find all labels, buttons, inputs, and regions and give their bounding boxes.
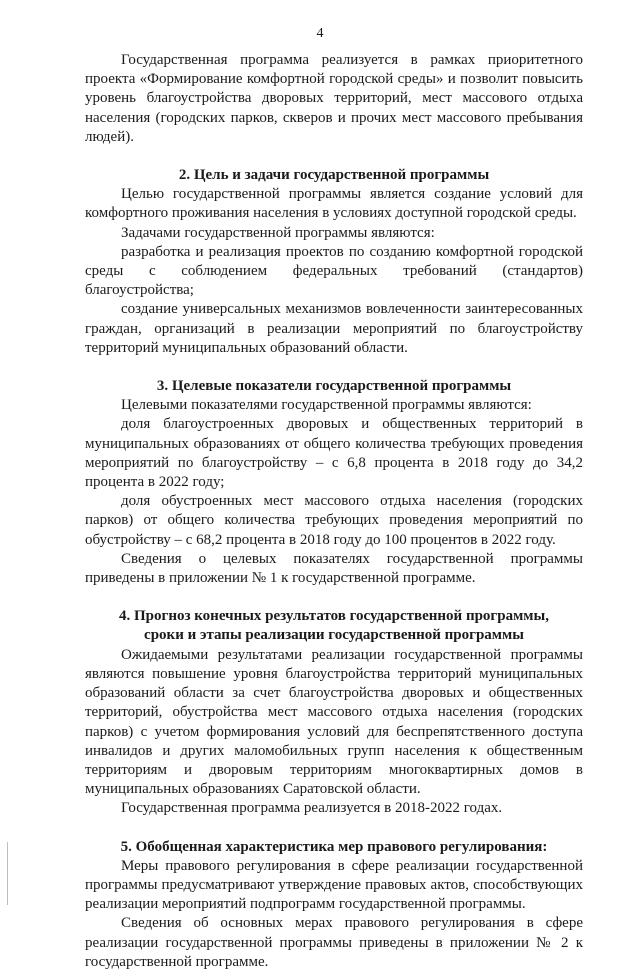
section-2-task-1: разработка и реализация проектов по созданию комфортной городской среды с соблюдением федеральных требований (стандартов) благоустройства;: [85, 243, 583, 299]
section-4-paragraph-2: Государственная программа реализуется в 2018-2022 годах.: [121, 800, 503, 817]
section-2-heading: 2. Цель и задачи государственной программы: [178, 167, 490, 184]
intro-paragraph: Государственная программа реализуется в рамках приоритетного проекта «Формирование комфортной городской среды» и позволит повысить уровень благоустройства дворовых территорий, мест массового отдыха населения (городских парков, скверов и прочих мест массового пребывания людей).: [85, 52, 583, 145]
document-body: [85, 51, 583, 972]
section-2-task-2: создание универсальных механизмов вовлеченности заинтересованных граждан, организаций в реализации мероприятий по благоустройству территорий муниципальных образований области.: [85, 301, 583, 356]
section-4-paragraph-1: Ожидаемыми результатами реализации государственной программы являются повышение уровня благоустройства территорий муниципальных образований области за счет благоустройства дворовых и общественных территорий, обустройства мест массового отдыха населения (городских парков) с учетом формирования условий для беспрепятственного доступа инвалидов и других маломобильных групп населения к общественным территориям и дворовым территориям многоквартирных домов в муниципальных образованиях Саратовской области.: [85, 646, 583, 798]
section-3-item-2: доля обустроенных мест массового отдыха населения (городских парков) от общего количества требующих проведения мероприятий по обустройству – с 68,2 процента в 2018 году до 100 процентов в 2022 году.: [85, 493, 583, 548]
section-3-lead: Целевыми показателями государственной программы являются:: [121, 397, 532, 414]
scan-margin-line: [7, 842, 8, 905]
section-3-heading: 3. Целевые показатели государственной программы: [156, 378, 512, 395]
section-2-goal: Целью государственной программы является создание условий для комфортного проживания населения в условиях доступной городской среды.: [85, 186, 583, 222]
section-4-heading-line-1: 4. Прогноз конечных результатов государственной программы,: [119, 608, 549, 625]
section-5-paragraph-2: Сведения об основных мерах правового регулирования в сфере реализации государственной программы приведены в приложении № 2 к государственной программе.: [85, 915, 583, 970]
section-3-item-1: доля благоустроенных дворовых и общественных территорий в муниципальных образованиях от общего количества требующих проведения мероприятий по благоустройству – с 6,8 процента в 2018 году до 34,2 процента в 2022 году;: [85, 416, 583, 491]
section-3-note: Сведения о целевых показателях государственной программы приведены в приложении № 1 к государственной программе.: [85, 550, 583, 587]
page-number: 4: [316, 26, 324, 41]
section-4-heading-line-2: сроки и этапы реализации государственной программы: [144, 627, 524, 644]
section-5-heading: 5. Обобщенная характеристика мер правового регулирования:: [120, 838, 548, 855]
section-2-tasks-lead: Задачами государственной программы являются:: [121, 224, 435, 241]
section-5-paragraph-1: Меры правового регулирования в сфере реализации государственной программы предусматривают утверждение правовых актов, способствующих реализации мероприятий подпрограмм государственной программы.: [85, 857, 583, 913]
